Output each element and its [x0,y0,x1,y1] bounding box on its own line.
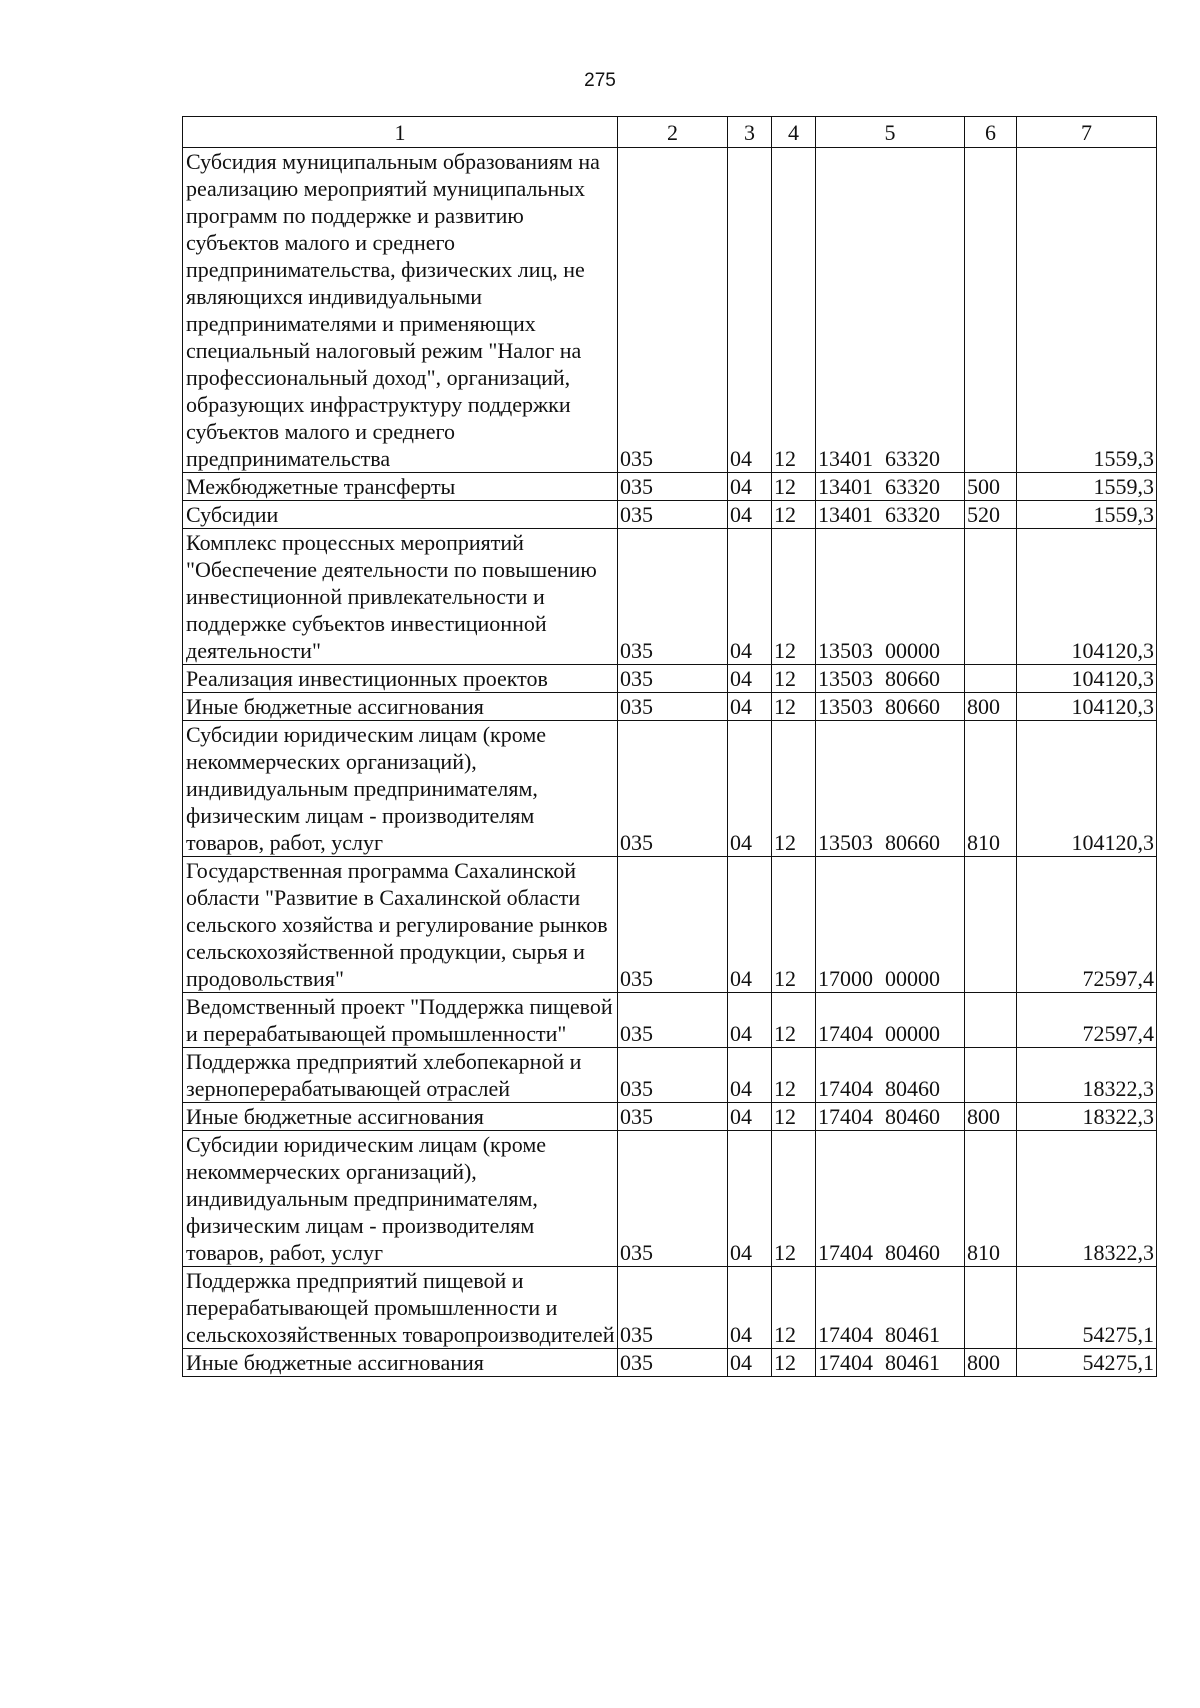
section-code: 04 [728,1131,772,1267]
target-article-program: 13503 [818,830,873,855]
column-header: 6 [965,117,1017,148]
subsection-code: 12 [772,721,816,857]
section-code: 04 [728,529,772,665]
amount: 1559,3 [1017,148,1157,473]
target-article-program: 17404 [818,1104,873,1129]
expense-name: Иные бюджетные ассигнования [183,1349,618,1377]
amount: 72597,4 [1017,993,1157,1048]
column-header: 4 [772,117,816,148]
amount: 54275,1 [1017,1267,1157,1349]
section-code: 04 [728,1048,772,1103]
column-header: 7 [1017,117,1157,148]
amount: 18322,3 [1017,1131,1157,1267]
table-row [183,1131,1157,1267]
target-article-direction: 63320 [885,474,940,499]
column-header: 2 [618,117,728,148]
section-code: 04 [728,501,772,529]
expense-type-code: 800 [965,1349,1017,1377]
expense-type-code [965,1048,1017,1103]
page-number: 275 [584,70,616,91]
amount: 54275,1 [1017,1349,1157,1377]
section-code: 04 [728,1267,772,1349]
table-row [183,501,1157,529]
ministry-code: 035 [618,473,728,501]
header-row [183,117,1157,148]
table-row [183,993,1157,1048]
subsection-code: 12 [772,148,816,473]
ministry-code: 035 [618,148,728,473]
section-code: 04 [728,665,772,693]
ministry-code: 035 [618,693,728,721]
target-article-code [816,1349,965,1377]
expense-type-code [965,529,1017,665]
column-header: 3 [728,117,772,148]
expense-name: Субсидия муниципальным образованиям на реализацию мероприятий муниципальных программ по поддержке и развитию субъектов малого и среднего предпринимательства, физических лиц, не являющихся индивидуальными предпринимателями и применяющих специальный налоговый режим "Налог на профессиональный доход", организаций, образующих инфраструктуру поддержки субъектов малого и среднего предпринимательства [183,148,618,473]
table-row [183,857,1157,993]
expense-name: Государственная программа Сахалинской области "Развитие в Сахалинской области сельского хозяйства и регулирование рынков сельскохозяйственной продукции, сырья и продовольствия" [183,857,618,993]
target-article-program: 17404 [818,1076,873,1101]
expense-type-code: 800 [965,1103,1017,1131]
expense-type-code: 800 [965,693,1017,721]
target-article-code [816,1131,965,1267]
section-code: 04 [728,473,772,501]
subsection-code: 12 [772,1048,816,1103]
expense-type-code [965,665,1017,693]
subsection-code: 12 [772,857,816,993]
ministry-code: 035 [618,1103,728,1131]
target-article-code [816,993,965,1048]
target-article-direction: 63320 [885,502,940,527]
amount: 104120,3 [1017,529,1157,665]
table-row [183,148,1157,473]
target-article-program: 13503 [818,666,873,691]
section-code: 04 [728,148,772,473]
expense-name: Субсидии юридическим лицам (кроме некоммерческих организаций), индивидуальным предпринимателям, физическим лицам - производителям товаров, работ, услуг [183,721,618,857]
subsection-code: 12 [772,1103,816,1131]
target-article-direction: 80460 [885,1076,940,1101]
subsection-code: 12 [772,1131,816,1267]
table-row [183,693,1157,721]
ministry-code: 035 [618,501,728,529]
target-article-program: 17404 [818,1350,873,1375]
amount: 104120,3 [1017,665,1157,693]
table-row [183,1103,1157,1131]
target-article-code [816,665,965,693]
target-article-code [816,857,965,993]
target-article-direction: 00000 [885,638,940,663]
expense-type-code [965,857,1017,993]
ministry-code: 035 [618,993,728,1048]
target-article-program: 13401 [818,446,873,471]
table-row [183,529,1157,665]
budget-table [182,116,1157,1377]
target-article-direction: 00000 [885,966,940,991]
target-article-direction: 80461 [885,1322,940,1347]
target-article-code [816,148,965,473]
target-article-direction: 80460 [885,1240,940,1265]
target-article-direction: 80660 [885,666,940,691]
section-code: 04 [728,1103,772,1131]
expense-type-code [965,993,1017,1048]
target-article-code [816,1048,965,1103]
ministry-code: 035 [618,857,728,993]
table-row [183,1349,1157,1377]
expense-name: Поддержка предприятий пищевой и перерабатывающей промышленности и сельскохозяйственных товаропроизводителей [183,1267,618,1349]
target-article-program: 17404 [818,1240,873,1265]
target-article-code [816,501,965,529]
ministry-code: 035 [618,1048,728,1103]
amount: 104120,3 [1017,693,1157,721]
target-article-direction: 80460 [885,1104,940,1129]
target-article-program: 17404 [818,1322,873,1347]
target-article-code [816,721,965,857]
subsection-code: 12 [772,1267,816,1349]
target-article-code [816,693,965,721]
expense-name: Ведомственный проект "Поддержка пищевой и перерабатывающей промышленности" [183,993,618,1048]
ministry-code: 035 [618,529,728,665]
target-article-direction: 80660 [885,830,940,855]
expense-type-code: 810 [965,1131,1017,1267]
expense-name: Комплекс процессных мероприятий "Обеспечение деятельности по повышению инвестиционной привлекательности и поддержке субъектов инвестиционной деятельности" [183,529,618,665]
expense-name: Субсидии [183,501,618,529]
table-row [183,473,1157,501]
expense-type-code: 520 [965,501,1017,529]
amount: 104120,3 [1017,721,1157,857]
column-header: 5 [816,117,965,148]
target-article-program: 13401 [818,474,873,499]
table-row [183,1048,1157,1103]
target-article-code [816,1267,965,1349]
ministry-code: 035 [618,721,728,857]
expense-name: Реализация инвестиционных проектов [183,665,618,693]
column-header: 1 [183,117,618,148]
ministry-code: 035 [618,665,728,693]
ministry-code: 035 [618,1349,728,1377]
target-article-program: 13503 [818,638,873,663]
expense-name: Поддержка предприятий хлебопекарной и зерноперерабатывающей отраслей [183,1048,618,1103]
section-code: 04 [728,993,772,1048]
target-article-direction: 80461 [885,1350,940,1375]
subsection-code: 12 [772,501,816,529]
subsection-code: 12 [772,1349,816,1377]
ministry-code: 035 [618,1131,728,1267]
expense-name: Иные бюджетные ассигнования [183,1103,618,1131]
amount: 1559,3 [1017,473,1157,501]
expense-name: Иные бюджетные ассигнования [183,693,618,721]
subsection-code: 12 [772,693,816,721]
expense-type-code [965,148,1017,473]
subsection-code: 12 [772,665,816,693]
subsection-code: 12 [772,529,816,665]
target-article-code [816,1103,965,1131]
section-code: 04 [728,857,772,993]
target-article-direction: 63320 [885,446,940,471]
expense-type-code [965,1267,1017,1349]
table-row [183,665,1157,693]
target-article-program: 13503 [818,694,873,719]
target-article-code [816,473,965,501]
target-article-program: 17000 [818,966,873,991]
expense-type-code: 500 [965,473,1017,501]
expense-type-code: 810 [965,721,1017,857]
subsection-code: 12 [772,993,816,1048]
expense-name: Межбюджетные трансферты [183,473,618,501]
target-article-direction: 80660 [885,694,940,719]
target-article-code [816,529,965,665]
table-row [183,1267,1157,1349]
target-article-program: 17404 [818,1021,873,1046]
amount: 1559,3 [1017,501,1157,529]
subsection-code: 12 [772,473,816,501]
amount: 72597,4 [1017,857,1157,993]
target-article-direction: 00000 [885,1021,940,1046]
section-code: 04 [728,1349,772,1377]
section-code: 04 [728,721,772,857]
expense-name: Субсидии юридическим лицам (кроме некоммерческих организаций), индивидуальным предпринимателям, физическим лицам - производителям товаров, работ, услуг [183,1131,618,1267]
amount: 18322,3 [1017,1048,1157,1103]
ministry-code: 035 [618,1267,728,1349]
amount: 18322,3 [1017,1103,1157,1131]
table-row [183,721,1157,857]
section-code: 04 [728,693,772,721]
target-article-program: 13401 [818,502,873,527]
